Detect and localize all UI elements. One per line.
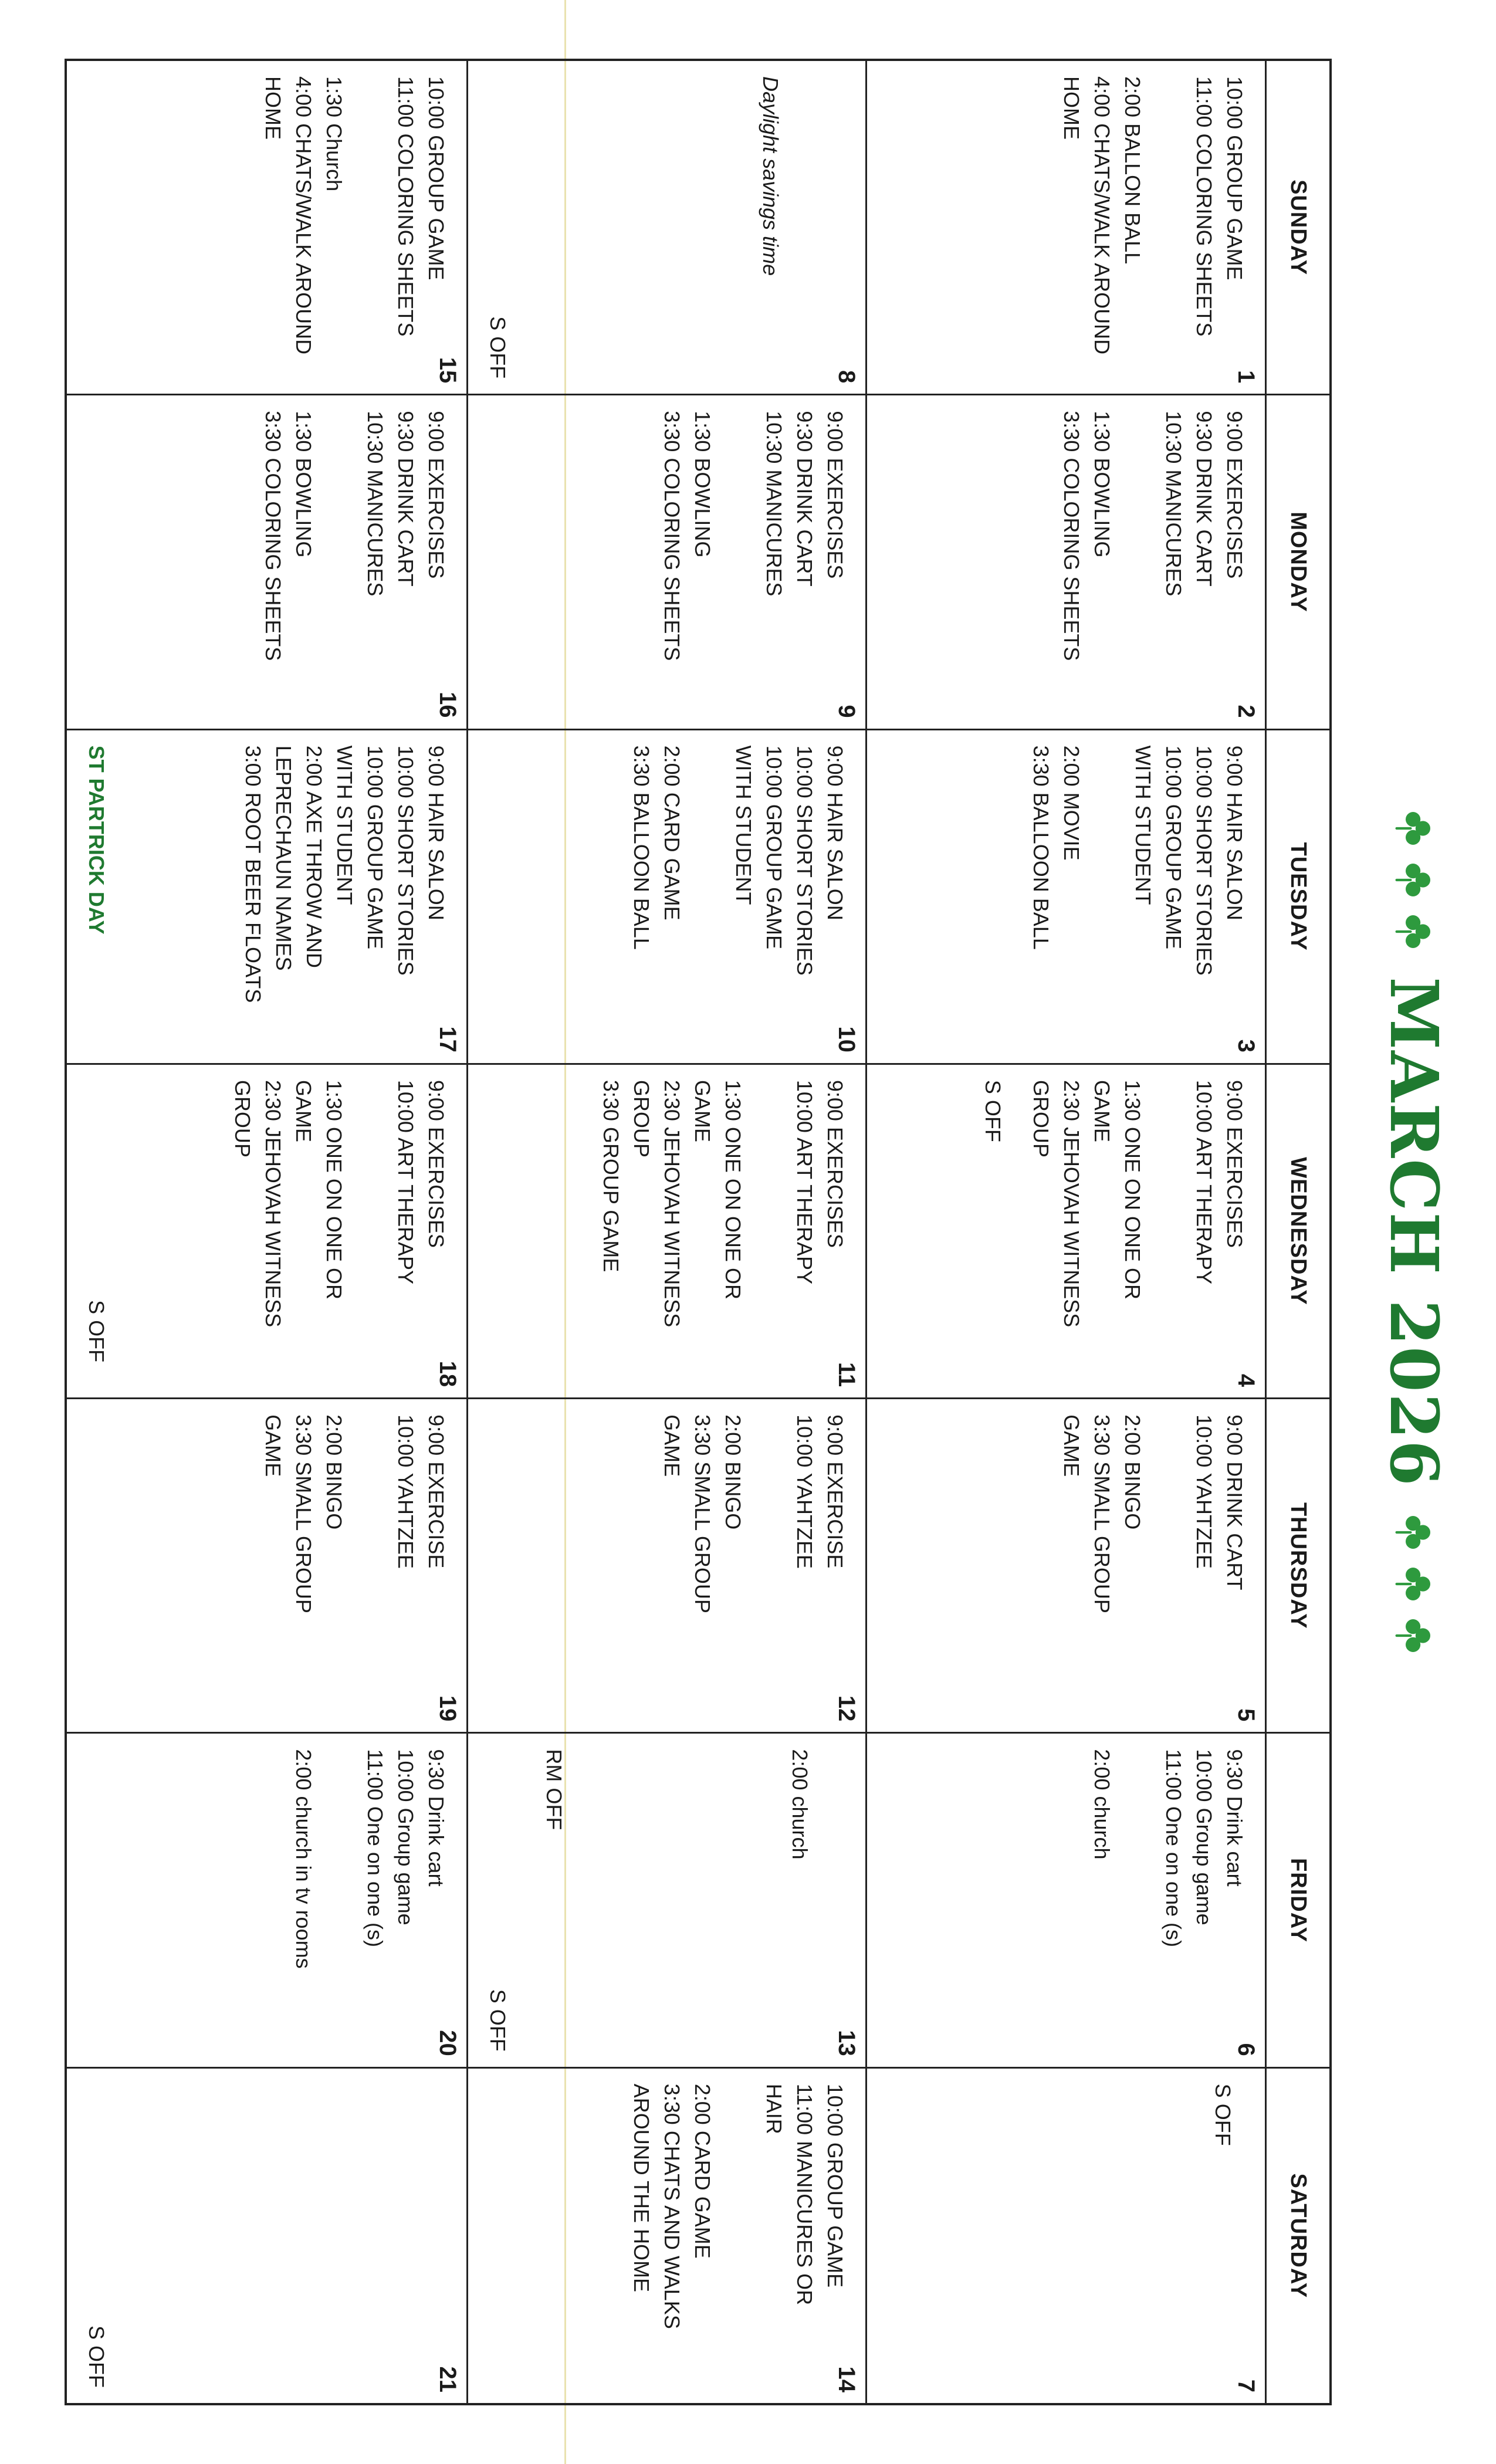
event-block: 9:00 HAIR SALON 10:00 SHORT STORIES 10:00 GROUP GAME WITH STUDENT: [1131, 745, 1247, 976]
event-block: 1:30 ONE ON ONE OR GAME 2:30 JEHOVAH WITNESS GROUP 3:30 GROUP GAME: [599, 1079, 746, 1328]
day-header-friday: FRIDAY: [1265, 1734, 1329, 2068]
day-number: 19: [434, 1695, 461, 1722]
event-block: 2:00 church in tv rooms: [291, 1749, 316, 1969]
day-header-monday: MONDAY: [1265, 395, 1329, 730]
day-number: 6: [1233, 2043, 1259, 2056]
event-block: 1:30 BOWLING 3:30 COLORING SHEETS: [1060, 411, 1114, 661]
event-block: 9:00 EXERCISES 9:30 DRINK CART 10:30 MANICURES: [1162, 411, 1247, 597]
staff-off-note: S OFF: [485, 316, 510, 379]
event-block: 1:30 Church 4:00 CHATS/WALK AROUND HOME: [260, 76, 346, 355]
staff-off-note: S OFF: [84, 1300, 109, 1363]
day-cell: [865, 730, 1265, 1065]
calendar-title-row: [1373, 0, 1455, 2464]
day-cell: [865, 2069, 1265, 2403]
event-block: 1:30 ONE ON ONE OR GAME 2:30 JEHOVAH WITNESS GROUP: [230, 1079, 346, 1328]
shamrock-icon: [1393, 1563, 1434, 1605]
day-cell: [466, 395, 866, 730]
day-number: 15: [434, 357, 461, 384]
day-number: 17: [434, 1026, 461, 1052]
day-cell: [865, 1065, 1265, 1399]
day-cell: [466, 1065, 866, 1399]
event-block: 9:00 EXERCISE 10:00 YAHTZEE: [393, 1414, 448, 1569]
day-number: 12: [834, 1695, 860, 1722]
daylight-savings-note: Daylight savings time: [759, 76, 783, 276]
day-number: 3: [1233, 1039, 1259, 1052]
day-number: 20: [434, 2030, 461, 2056]
shamrock-icon: [1393, 1615, 1434, 1656]
event-block: 9:00 HAIR SALON 10:00 SHORT STORIES 10:00 GROUP GAME WITH STUDENT 2:00 AXE THROW AND LEPRECHAUN NAMES 3:00 ROOT BEER FLOATS: [241, 745, 448, 1003]
staff-off-note: S OFF: [981, 1079, 1005, 1142]
event-block: 9:00 EXERCISE 10:00 YAHTZEE: [793, 1414, 848, 1569]
event-block: 10:00 GROUP GAME 11:00 COLORING SHEETS: [393, 76, 448, 337]
day-header-sunday: SUNDAY: [1265, 61, 1329, 395]
event-block: 9:00 EXERCISES 10:00 ART THERAPY: [393, 1079, 448, 1285]
shamrock-icon: [1393, 911, 1434, 952]
day-number: 10: [834, 1026, 860, 1052]
event-block: 9:00 HAIR SALON 10:00 SHORT STORIES 10:00 GROUP GAME WITH STUDENT: [732, 745, 848, 976]
day-number: 13: [834, 2030, 860, 2056]
event-block: 9:30 Drink cart 10:00 Group game 11:00 One on one (s): [1162, 1749, 1247, 1947]
day-number: 1: [1233, 370, 1259, 384]
staff-off-note: S OFF: [84, 2325, 109, 2388]
day-header-wednesday: WEDNESDAY: [1265, 1065, 1329, 1399]
shamrock-icon: [1393, 1512, 1434, 1553]
event-block: 9:00 EXERCISES 9:30 DRINK CART 10:30 MANICURES: [363, 411, 448, 597]
day-cell: [67, 1065, 466, 1399]
day-number: 2: [1233, 705, 1259, 718]
event-block: 1:30 BOWLING 3:30 COLORING SHEETS: [660, 411, 715, 661]
day-cell: [466, 1734, 866, 2068]
day-cell: [67, 1734, 466, 2068]
day-number: 5: [1233, 1708, 1259, 1722]
shamrock-icon: [1393, 808, 1434, 849]
day-cell: [67, 395, 466, 730]
day-number: 14: [834, 2366, 860, 2392]
event-block: 2:00 BINGO 3:30 SMALL GROUP GAME: [660, 1414, 746, 1613]
day-header-thursday: THURSDAY: [1265, 1399, 1329, 1734]
room-off-note: RM OFF: [541, 1749, 566, 1830]
event-block: 2:00 CARD GAME 3:30 BALLOON BALL: [629, 745, 685, 950]
day-number: 7: [1233, 2379, 1259, 2392]
day-cell: [67, 61, 466, 395]
day-header-tuesday: TUESDAY: [1265, 730, 1329, 1065]
event-block: 2:00 BALLON BALL 4:00 CHATS/WALK AROUND HOME: [1060, 76, 1145, 355]
event-block: 9:00 EXERCISES 9:30 DRINK CART 10:30 MANICURES: [762, 411, 848, 597]
day-number: 11: [834, 1362, 860, 1387]
day-cell: [67, 1399, 466, 1734]
event-block: 9:00 EXERCISES 10:00 ART THERAPY: [1192, 1079, 1247, 1285]
day-cell: [466, 61, 866, 395]
day-cell: [865, 1399, 1265, 1734]
day-header-saturday: SATURDAY: [1265, 2069, 1329, 2403]
day-cell: [865, 1734, 1265, 2068]
event-block: 2:00 BINGO 3:30 SMALL GROUP GAME: [260, 1414, 346, 1613]
day-number: 4: [1233, 1373, 1259, 1387]
day-cell: [67, 730, 466, 1065]
staff-off-note: S OFF: [1211, 2083, 1235, 2146]
day-cell: [466, 1399, 866, 1734]
event-block: 2:00 church: [788, 1749, 813, 1860]
day-cell: [466, 2069, 866, 2403]
day-number: 16: [434, 692, 461, 718]
staff-off-note: S OFF: [485, 1989, 510, 2052]
event-block: 2:00 BINGO 3:30 SMALL GROUP GAME: [1060, 1414, 1145, 1613]
event-block: 2:00 MOVIE 3:30 BALLOON BALL: [1029, 745, 1084, 950]
day-cell: [466, 730, 866, 1065]
day-cell: [67, 2069, 466, 2403]
event-block: 10:00 GROUP GAME 11:00 MANICURES OR HAIR: [762, 2083, 848, 2306]
event-block: 2:00 CARD GAME 3:30 CHATS AND WALKS AROUND THE HOME: [629, 2083, 715, 2329]
event-block: 9:00 EXERCISES 10:00 ART THERAPY: [793, 1079, 848, 1285]
day-number: 9: [834, 705, 860, 718]
holiday-label: ST PARTRICK DAY: [84, 745, 109, 935]
day-number: 8: [834, 370, 860, 384]
calendar-grid: [65, 59, 1332, 2405]
day-number: 18: [434, 1360, 461, 1387]
event-block: 10:00 GROUP GAME 11:00 COLORING SHEETS: [1192, 76, 1247, 337]
event-block: 1:30 ONE ON ONE OR GAME 2:30 JEHOVAH WITNESS GROUP: [1029, 1079, 1145, 1328]
shamrock-icon: [1393, 859, 1434, 901]
event-block: 9:00 DRINK CART 10:00 YAHTZEE: [1192, 1414, 1247, 1590]
event-block: 1:30 BOWLING 3:30 COLORING SHEETS: [260, 411, 316, 661]
page-title: MARCH 2026: [1375, 977, 1453, 1487]
event-block: 2:00 church: [1090, 1749, 1114, 1860]
day-number: 21: [434, 2366, 461, 2392]
day-cell: [865, 395, 1265, 730]
event-block: 9:30 Drink cart 10:00 Group game 11:00 One on one (s): [363, 1749, 448, 1947]
day-cell: [865, 61, 1265, 395]
